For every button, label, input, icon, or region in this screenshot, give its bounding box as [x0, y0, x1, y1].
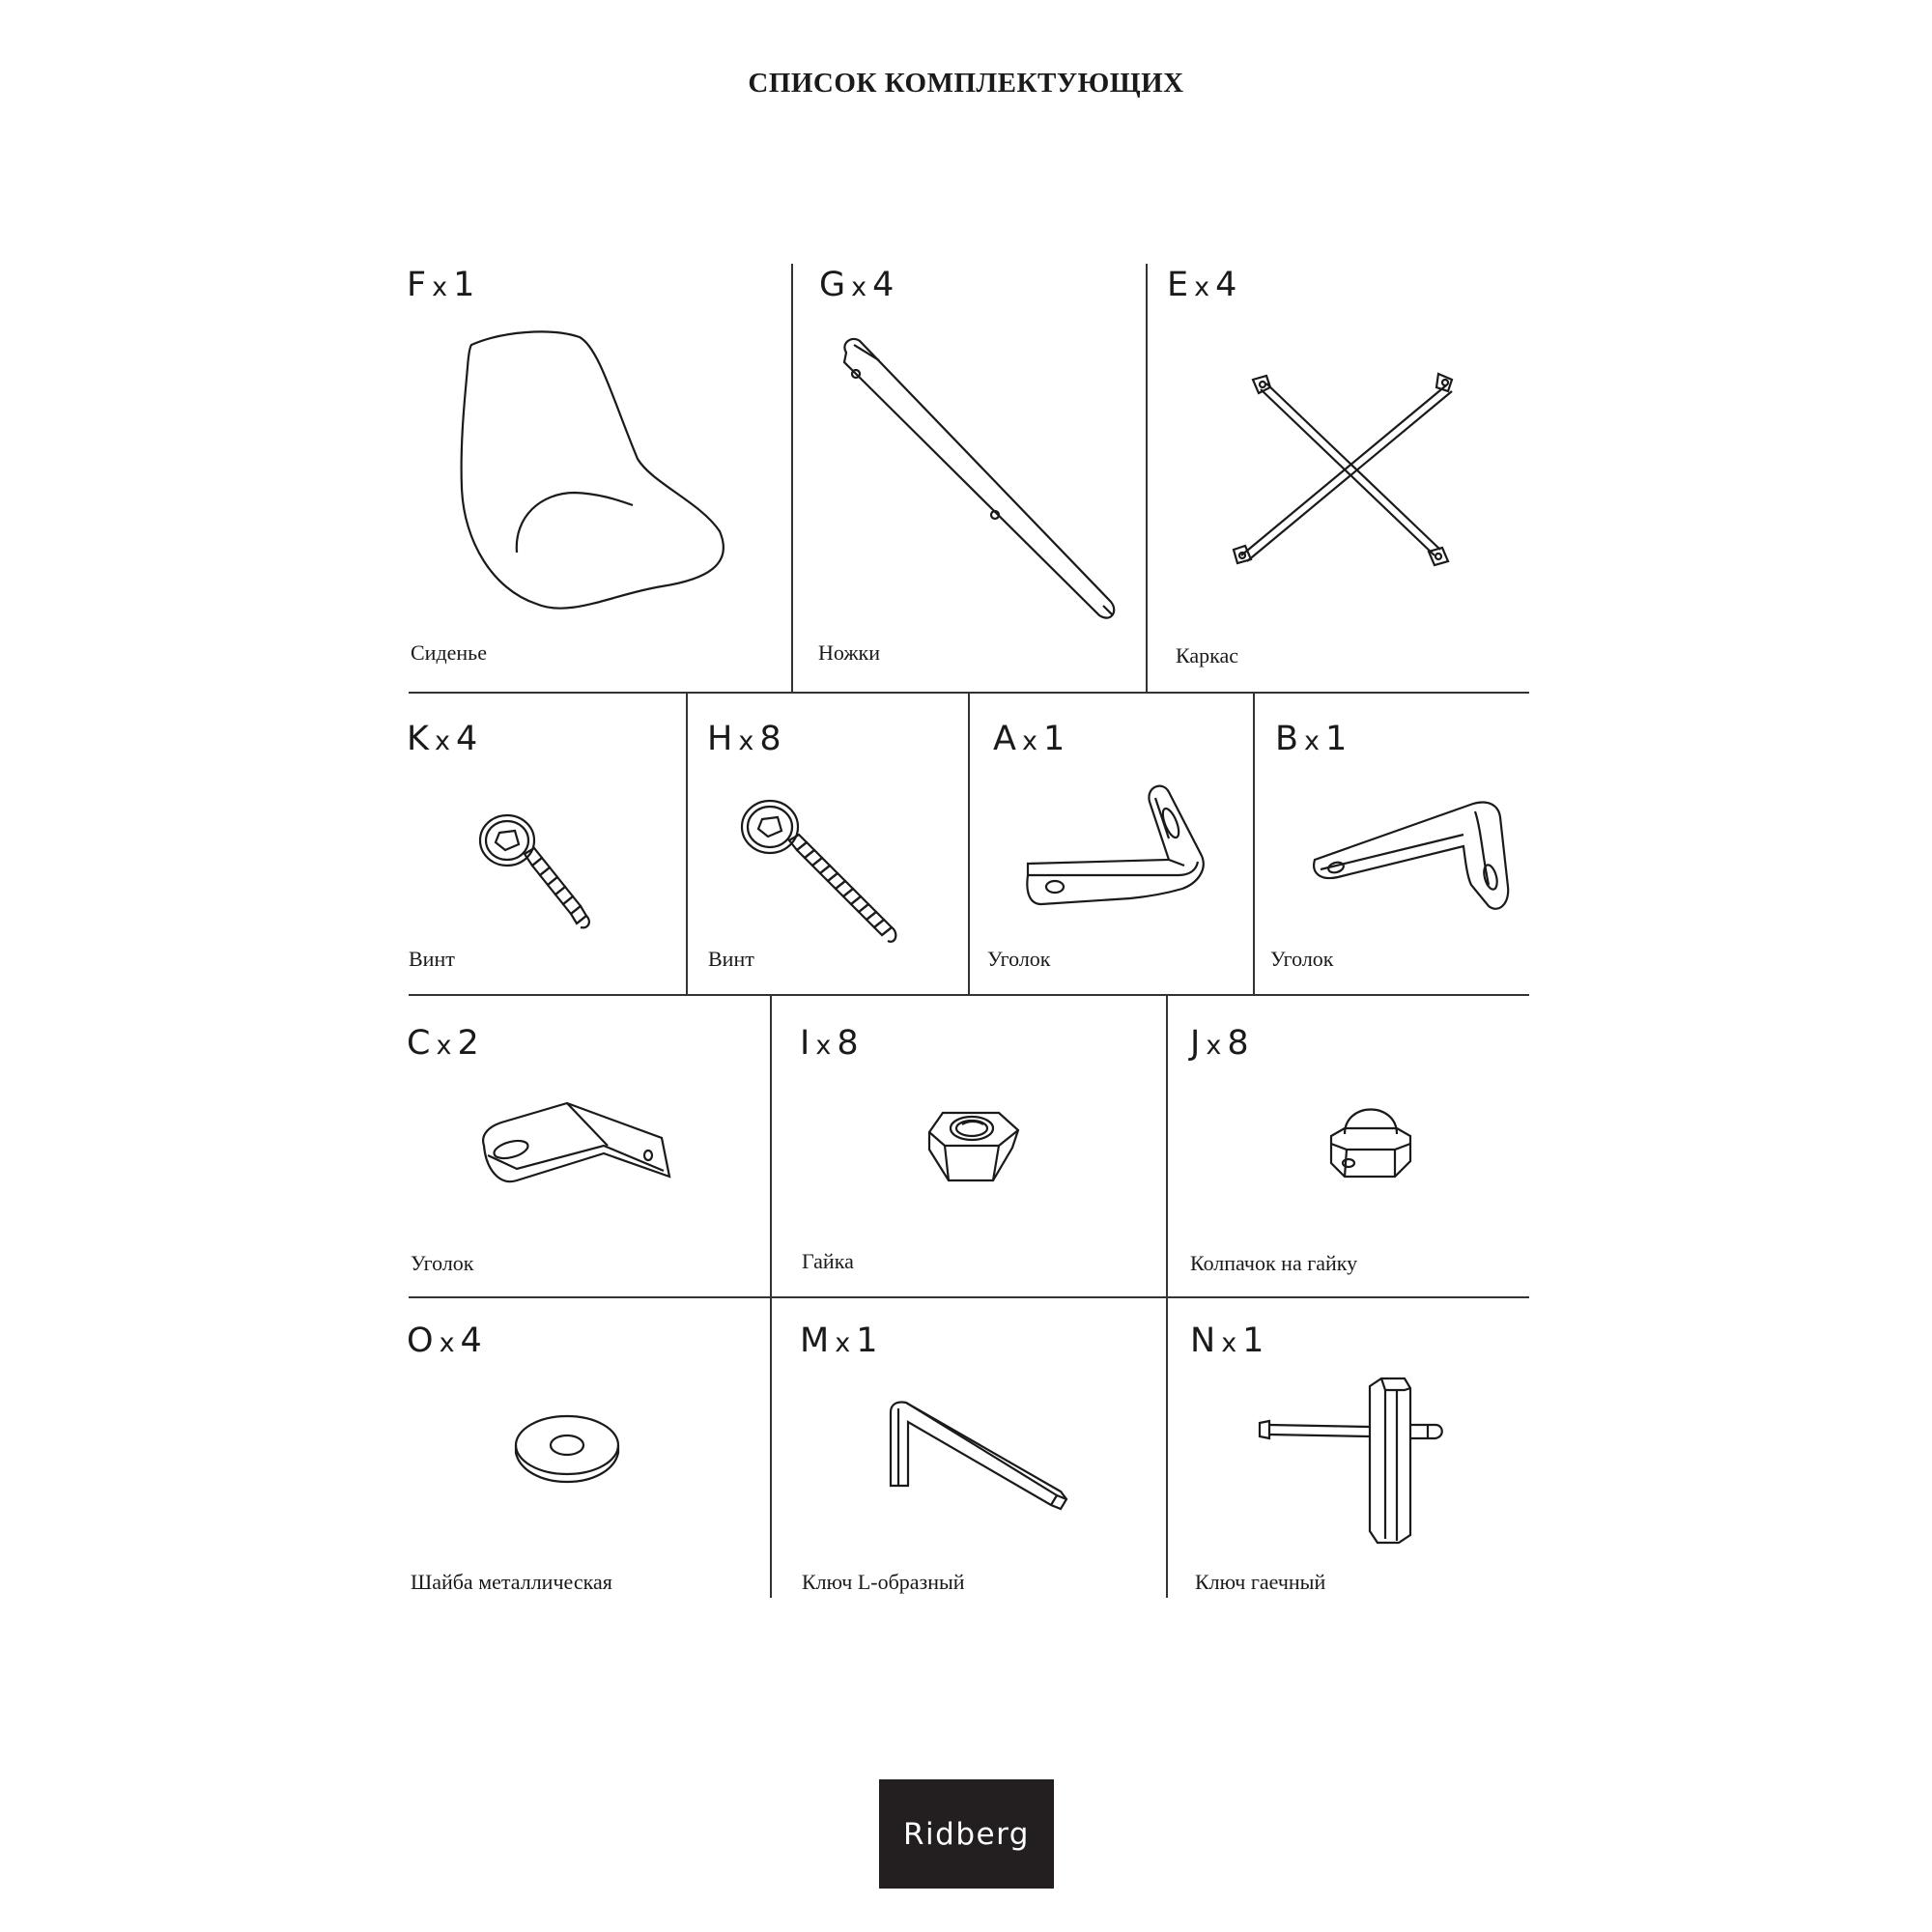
- part-name: Уголок: [411, 1251, 474, 1275]
- part-code: I x 8: [800, 1024, 859, 1063]
- part-name: Уголок: [987, 947, 1051, 971]
- part-code: G x 4: [819, 266, 895, 304]
- page-title: СПИСОК КОМПЛЕКТУЮЩИХ: [748, 68, 1184, 99]
- brand-logo: [879, 1779, 1054, 1889]
- part-name: Ключ L-образный: [802, 1570, 965, 1594]
- part-code: A x 1: [993, 720, 1065, 758]
- part-code: O x 4: [407, 1321, 482, 1360]
- frame-icon: [1222, 372, 1463, 575]
- bracket-c-icon: [478, 1099, 671, 1186]
- part-name: Ключ гаечный: [1195, 1570, 1326, 1594]
- grid-divider: [686, 692, 688, 994]
- part-code: F x 1: [407, 266, 475, 304]
- grid-divider: [968, 692, 970, 994]
- grid-divider: [1146, 264, 1148, 692]
- grid-divider: [1253, 692, 1255, 994]
- part-code: B x 1: [1275, 720, 1348, 758]
- grid-divider: [791, 264, 793, 692]
- allen-key-icon: [887, 1399, 1070, 1515]
- part-name: Винт: [409, 947, 455, 971]
- part-name: Гайка: [802, 1249, 854, 1273]
- long-screw-icon: [739, 794, 927, 953]
- part-code: K x 4: [407, 720, 478, 758]
- cap-nut-icon: [1327, 1090, 1414, 1181]
- grid-divider: [409, 994, 1529, 996]
- socket-wrench-icon: [1256, 1377, 1449, 1546]
- part-code: J x 8: [1190, 1024, 1249, 1063]
- part-code: E x 4: [1167, 266, 1237, 304]
- part-name: Каркас: [1176, 643, 1239, 668]
- part-name: Сиденье: [411, 640, 487, 665]
- part-code: N x 1: [1190, 1321, 1264, 1360]
- short-screw-icon: [478, 811, 604, 937]
- part-name: Ножки: [818, 640, 881, 665]
- part-name: Шайба металлическая: [411, 1570, 612, 1594]
- leg-icon: [831, 333, 1130, 633]
- part-code: C x 2: [407, 1024, 479, 1063]
- washer-icon: [512, 1412, 623, 1485]
- part-name: Колпачок на гайку: [1190, 1251, 1358, 1275]
- part-name: Винт: [708, 947, 754, 971]
- part-code: M x 1: [800, 1321, 878, 1360]
- bracket-b-icon: [1309, 800, 1517, 916]
- bracket-a-icon: [1024, 782, 1217, 913]
- part-code: H x 8: [707, 720, 781, 758]
- seat-icon: [444, 324, 734, 623]
- grid-divider: [409, 1296, 1529, 1298]
- hex-nut-icon: [925, 1109, 1022, 1186]
- brand-logo-text: Ridberg: [903, 1816, 1030, 1852]
- part-name: Уголок: [1270, 947, 1334, 971]
